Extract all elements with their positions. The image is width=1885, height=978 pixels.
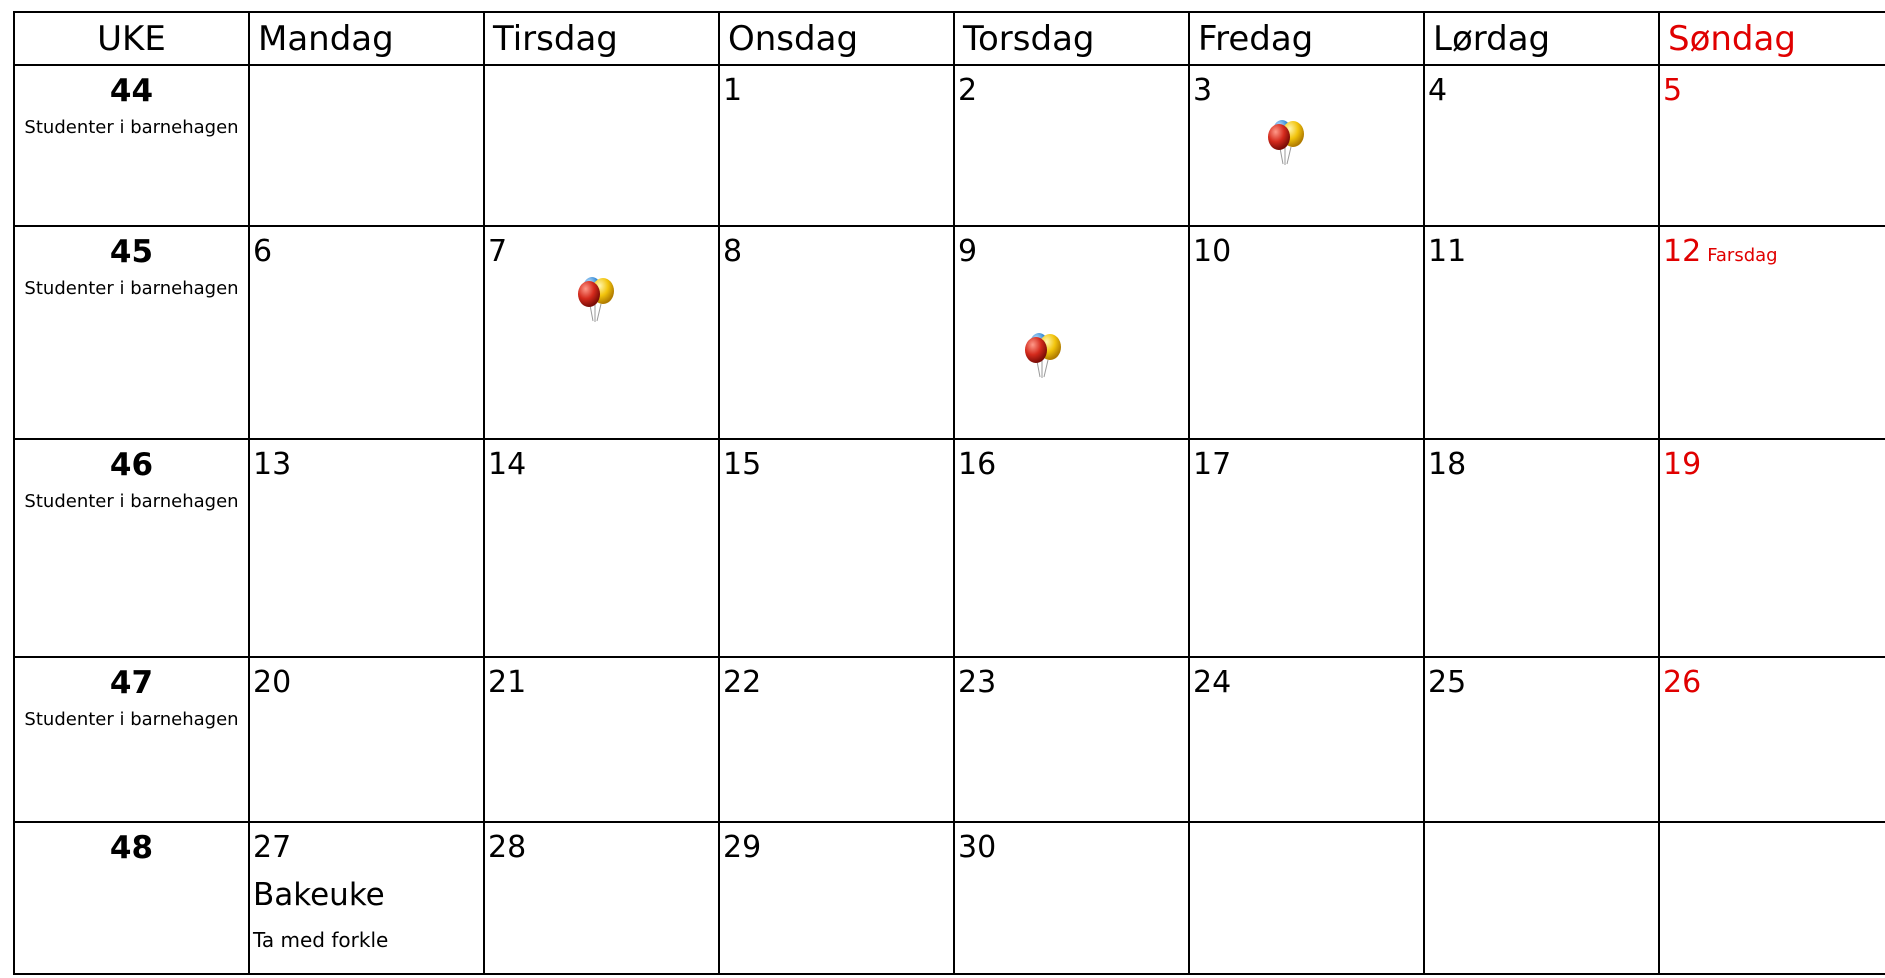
week-cell	[14, 657, 249, 822]
header-saturday: Lørdag	[1424, 12, 1659, 65]
day-cell	[719, 439, 954, 657]
day-number: 13	[253, 447, 292, 482]
bakeuke-note: Ta med forkle	[253, 928, 389, 953]
week-cell	[14, 822, 249, 974]
day-cell	[484, 226, 719, 439]
day-number: 25	[1428, 665, 1467, 700]
header-week: UKE	[14, 12, 249, 65]
day-cell	[954, 439, 1189, 657]
balloons-icon	[1020, 330, 1066, 380]
day-cell	[1424, 439, 1659, 657]
day-number: 10	[1193, 234, 1232, 269]
day-cell	[1189, 822, 1424, 974]
day-cell	[249, 65, 484, 226]
day-cell	[719, 822, 954, 974]
day-number: 4	[1428, 73, 1448, 108]
day-number: 12	[1663, 234, 1702, 269]
header-row	[14, 12, 1885, 65]
header-sunday: Søndag	[1659, 12, 1885, 65]
day-number: 26	[1663, 665, 1702, 700]
week-cell	[14, 226, 249, 439]
week-cell	[14, 439, 249, 657]
week-row	[14, 65, 1885, 226]
day-cell	[954, 65, 1189, 226]
day-number: 15	[723, 447, 762, 482]
week-number: 47	[109, 665, 154, 701]
day-number: 22	[723, 665, 762, 700]
day-cell	[1659, 439, 1885, 657]
day-cell	[1659, 65, 1885, 226]
day-cell	[954, 822, 1189, 974]
day-number: 19	[1663, 447, 1702, 482]
day-number: 28	[488, 830, 527, 865]
balloons-icon	[1263, 117, 1309, 167]
header-monday: Mandag	[249, 12, 484, 65]
header-wednesday: Onsdag	[719, 12, 954, 65]
day-cell	[1424, 657, 1659, 822]
day-number: 6	[253, 234, 273, 269]
day-number: 24	[1193, 665, 1232, 700]
day-cell	[484, 439, 719, 657]
day-cell	[249, 226, 484, 439]
day-number: 3	[1193, 73, 1213, 108]
day-cell	[1659, 226, 1885, 439]
week-row	[14, 439, 1885, 657]
day-cell	[1659, 657, 1885, 822]
day-number: 29	[723, 830, 762, 865]
week-row	[14, 657, 1885, 822]
day-number: 1	[723, 73, 743, 108]
day-cell	[249, 657, 484, 822]
day-cell	[1424, 822, 1659, 974]
week-row	[14, 822, 1885, 974]
day-cell	[954, 657, 1189, 822]
day-number: 5	[1663, 73, 1683, 108]
day-cell	[249, 439, 484, 657]
day-cell	[1189, 657, 1424, 822]
week-note: Studenter i barnehagen	[24, 117, 239, 139]
bakeuke-title: Bakeuke	[253, 877, 385, 913]
day-cell	[1424, 65, 1659, 226]
header-thursday: Torsdag	[954, 12, 1189, 65]
day-cell	[719, 226, 954, 439]
day-number: 11	[1428, 234, 1467, 269]
day-number: 2	[958, 73, 978, 108]
day-cell	[484, 65, 719, 226]
day-number: 8	[723, 234, 743, 269]
balloons-icon	[573, 274, 619, 324]
day-number: 23	[958, 665, 997, 700]
day-number: 21	[488, 665, 527, 700]
day-cell	[249, 822, 484, 974]
week-number: 45	[109, 234, 154, 270]
day-number: 17	[1193, 447, 1232, 482]
day-number: 14	[488, 447, 527, 482]
calendar-table	[13, 11, 1885, 975]
day-number: 18	[1428, 447, 1467, 482]
day-cell	[1659, 822, 1885, 974]
farsdag-label: Farsdag	[1707, 245, 1778, 266]
header-tuesday: Tirsdag	[484, 12, 719, 65]
week-number: 48	[109, 830, 154, 866]
day-cell	[719, 657, 954, 822]
day-number: 27	[253, 830, 292, 865]
day-cell	[1424, 226, 1659, 439]
week-row	[14, 226, 1885, 439]
day-number: 7	[488, 234, 508, 269]
week-note: Studenter i barnehagen	[24, 491, 239, 513]
day-number: 20	[253, 665, 292, 700]
week-cell	[14, 65, 249, 226]
header-friday: Fredag	[1189, 12, 1424, 65]
week-number: 46	[109, 447, 154, 483]
day-number: 9	[958, 234, 978, 269]
day-number: 30	[958, 830, 997, 865]
day-cell	[1189, 65, 1424, 226]
week-note: Studenter i barnehagen	[24, 278, 239, 300]
day-cell	[1189, 439, 1424, 657]
day-cell	[484, 657, 719, 822]
day-cell	[719, 65, 954, 226]
week-note: Studenter i barnehagen	[24, 709, 239, 731]
day-number: 16	[958, 447, 997, 482]
week-number: 44	[109, 73, 154, 109]
day-cell	[954, 226, 1189, 439]
day-cell	[484, 822, 719, 974]
day-cell	[1189, 226, 1424, 439]
